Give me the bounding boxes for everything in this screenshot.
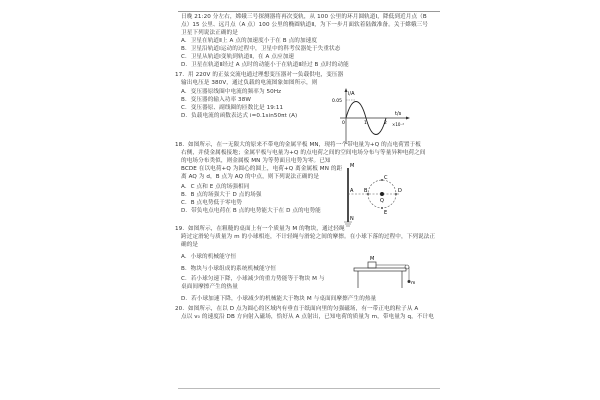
point-e-dot — [381, 207, 383, 209]
t-axis-arrow — [406, 117, 410, 120]
q16-intro-line-3: 卫星下列说法正确的是 — [181, 30, 238, 36]
q17-intro-line-1: 17．用 220V 的正弦交流电通过理想变压器对一负载供电，变压器 — [175, 72, 344, 78]
x-multiplier: ×10⁻² — [392, 122, 405, 127]
q17-intro-line-2: 输出电压是 380V，通过负载的电流图象如图所示，则 — [181, 80, 318, 86]
q19-option-d: D．若小球加速下降，小球减少的机械能大于物块 M 与桌面间摩擦产生的热量 — [181, 296, 377, 302]
point-c-dot — [381, 179, 383, 181]
label-block-m: M — [370, 256, 375, 262]
current-time-graph — [332, 86, 412, 148]
tick-1-label: 1 — [364, 121, 367, 126]
label-q: Q — [380, 198, 384, 204]
q18-option-a: A．C 点和 E 点的场强相同 — [181, 184, 250, 190]
q20-intro-line-2: 点以 v₀ 的速度沿 DB 方向射入磁场，恰好从 A 点射出，已知电荷的质量为 m，带电量为 q，不计电 — [181, 314, 434, 320]
q18-option-b: B．B 点的场强大于 D 点的场强 — [181, 192, 262, 198]
ground-hatch — [344, 222, 352, 226]
table-top — [354, 268, 406, 271]
x-axis-label: t/s — [395, 111, 402, 117]
table-pulley-figure — [352, 256, 414, 290]
q18-option-c: C．B 点电势低于零电势 — [181, 200, 243, 206]
label-n: N — [350, 216, 354, 222]
q18-intro-line-3: 的电场分布类似，则金属板 MN 为等势面且电势为零。已知 — [181, 158, 331, 164]
q19-option-a: A．小球的机械能守恒 — [181, 254, 237, 260]
tick-2-label: 2 — [384, 121, 387, 126]
q16-option-a: A．卫星在轨道Ⅱ上 A 点的加速度小于在 B 点的加速度 — [181, 38, 318, 44]
top-rule — [178, 11, 440, 12]
q16-intro-line-1: 日晚 21:20 分左右，嫦娥三号探测器将再次变轨，从 100 公里的环月圆轨道Ⅰ，降低到近月点（B — [181, 14, 427, 20]
origin-label: 0 — [342, 121, 345, 126]
q19-intro-line-3: 确的是 — [181, 242, 199, 248]
q19-option-b: B．物块与小球组成的系统机械能守恒 — [181, 266, 277, 272]
q16-option-b: B．卫星沿轨道Ⅰ运动的过程中，卫星中的科考仪器处于失重状态 — [181, 46, 341, 52]
q17-option-b: B．变压器的输入功率 38W — [181, 97, 252, 103]
label-ball-m: m — [411, 281, 416, 286]
q20-intro-line-1: 20．如图所示，在以 D 点为圆心的区域内有垂直于纸面向里的匀强磁场，有一带正电的粒子从 A — [175, 306, 419, 312]
block-m — [368, 262, 376, 268]
label-c: C — [384, 175, 388, 181]
q18-intro-line-4: BCDE 在以电荷+Q 为圆心的圆上，电荷+Q 离金属板 MN 的距 — [181, 166, 343, 172]
q17-option-c: C．变压器原、副线圈的匝数比是 19:11 — [181, 105, 284, 111]
q17-option-d: D．负载电流的函数表达式 i=0.1sin50πt (A) — [181, 113, 298, 119]
q18-option-d: D．带负电点电荷在 B 点的电势能大于在 D 点的电势能 — [181, 208, 321, 214]
q19-option-c: C．若小球匀速下降，小球减少的重力势能等于物块 M 与 — [181, 276, 325, 282]
q18-intro-line-2: 右侧，并使金属板接地；金属平板与电量为+Q 的点电荷之间的空间电场分布与等量异种电荷之间 — [181, 150, 426, 156]
q19-intro-line-1: 19．如图所示，在粗糙的桌面上有一个质量为 M 的物块，通过轻绳 — [175, 226, 345, 232]
q19-intro-line-2: 跨过定滑轮与质量为 m 的小球相连，不计轻绳与滑轮之间的摩擦。在小球下落的过程中，下列说法正 — [181, 234, 436, 240]
label-e: E — [384, 210, 388, 216]
point-charge — [380, 192, 384, 196]
q18-intro-line-5: 离 AQ 为 d，B 点为 AQ 的中点，则下列说法正确的是 — [181, 174, 320, 180]
label-a: A — [350, 188, 354, 194]
q19-option-c-cont: 桌面间摩擦产生的热量 — [181, 284, 238, 290]
peak-label: 0.05 — [332, 99, 343, 104]
label-d: D — [398, 188, 402, 194]
q18-intro-line-1: 18．如图所示，在一无限大的原来不带电的金属平板 MN，现将一个带电量为+Q 的点电荷置于板 — [175, 142, 421, 148]
y-axis-label: i/A — [348, 91, 355, 97]
q17-option-a: A．变压器原线圈中电流的频率为 50Hz — [181, 89, 282, 95]
q16-option-d: D．卫星在轨道Ⅱ经过 A 点时的动能小于在轨道Ⅱ经过 B 点时的动能 — [181, 62, 349, 68]
pulley — [405, 265, 409, 269]
charge-plate-figure — [338, 160, 408, 226]
label-m: M — [350, 163, 355, 169]
point-d-dot — [395, 193, 397, 195]
label-b: B — [364, 188, 368, 194]
bottom-rule — [178, 388, 440, 389]
q16-option-c: C．卫星从轨道Ⅰ变轨到轨道Ⅱ，在 A 点应加速 — [181, 54, 295, 60]
q16-intro-line-2: 点）15 公里、远月点（A 点）100 公里的椭圆轨道Ⅱ，为下一步月面软着陆做准备。关于嫦娥三号 — [181, 22, 429, 28]
